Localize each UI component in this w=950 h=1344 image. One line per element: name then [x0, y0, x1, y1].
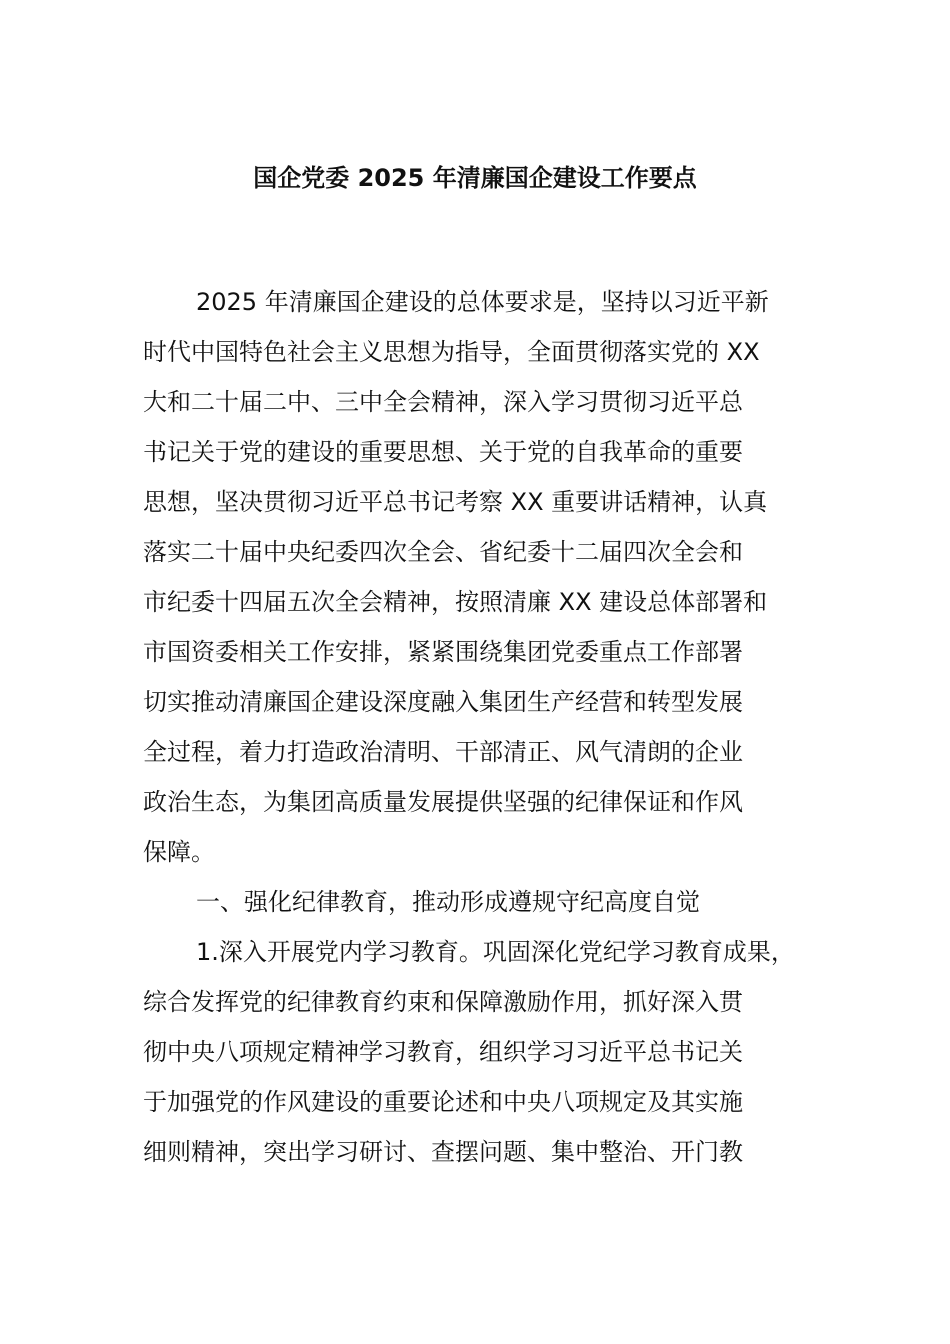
paragraph-line: 时代中国特色社会主义思想为指导，全面贯彻落实党的 XX: [143, 338, 760, 366]
paragraph-line: 细则精神，突出学习研讨、查摆问题、集中整治、开门教: [143, 1138, 743, 1166]
section-heading: 一、强化纪律教育，推动形成遵规守纪高度自觉: [196, 888, 700, 916]
paragraph-line: 于加强党的作风建设的重要论述和中央八项规定及其实施: [143, 1088, 743, 1116]
paragraph-line: 市纪委十四届五次全会精神，按照清廉 XX 建设总体部署和: [143, 588, 768, 616]
paragraph-line: 保障。: [143, 838, 215, 866]
paragraph-line: 政治生态，为集团高质量发展提供坚强的纪律保证和作风: [143, 788, 743, 816]
paragraph-line: 切实推动清廉国企建设深度融入集团生产经营和转型发展: [143, 688, 743, 716]
document-title: 国企党委 2025 年清廉国企建设工作要点: [253, 164, 697, 192]
paragraph-line: 彻中央八项规定精神学习教育，组织学习习近平总书记关: [143, 1038, 743, 1066]
paragraph-line: 2025 年清廉国企建设的总体要求是，坚持以习近平新: [196, 288, 769, 316]
paragraph-line: 书记关于党的建设的重要思想、关于党的自我革命的重要: [143, 438, 743, 466]
paragraph-line: 全过程，着力打造政治清明、干部清正、风气清朗的企业: [143, 738, 743, 766]
document-body: [143, 282, 833, 1182]
paragraph-line: 市国资委相关工作安排，紧紧围绕集团党委重点工作部署: [143, 638, 743, 666]
paragraph-line: 综合发挥党的纪律教育约束和保障激励作用，抓好深入贯: [143, 988, 743, 1016]
paragraph-line: 1.深入开展党内学习教育。巩固深化党纪学习教育成果，: [196, 938, 795, 966]
paragraph-line: 思想，坚决贯彻习近平总书记考察 XX 重要讲话精神，认真: [143, 488, 768, 516]
paragraph-line: 落实二十届中央纪委四次全会、省纪委十二届四次全会和: [143, 538, 743, 566]
paragraph-line: 大和二十届二中、三中全会精神，深入学习贯彻习近平总: [143, 388, 743, 416]
